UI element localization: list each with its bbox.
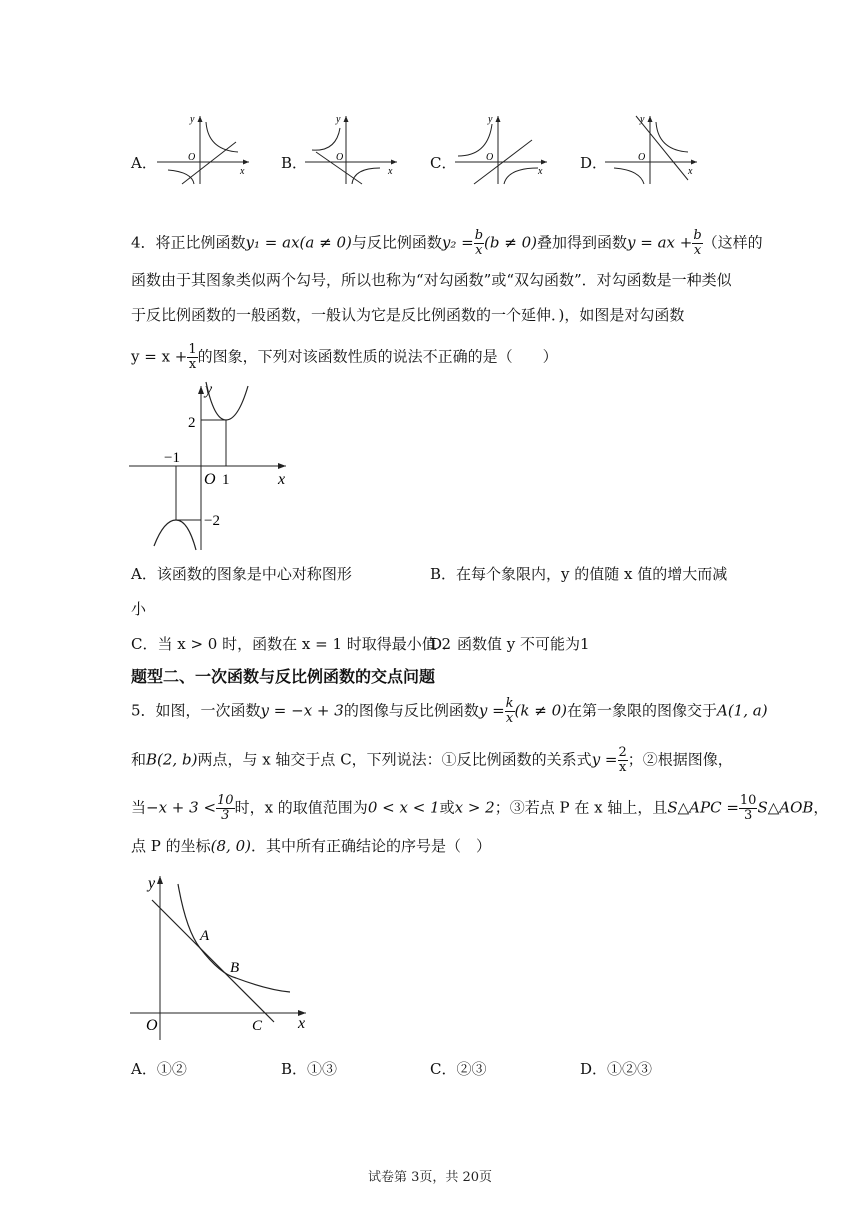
svg-text:B: B	[230, 960, 240, 976]
svg-text:y: y	[640, 114, 645, 125]
q5-option-c: C．②③	[430, 1060, 487, 1078]
q3-option-b-label: B．	[281, 154, 308, 172]
svg-text:x: x	[278, 471, 286, 488]
q4-line1: 4．将正比例函数y₁ = ax(a ≠ 0)与反比例函数y₂ = $\frac{b}{x}$ (b ≠ 0)叠加得到函数y = ax + $\frac{b}{x}$ （这样的	[131, 228, 763, 258]
svg-text:x: x	[388, 166, 393, 177]
svg-text:2: 2	[188, 415, 196, 431]
svg-text:C: C	[252, 1018, 263, 1034]
q4-option-b-cont: 小	[131, 600, 147, 618]
svg-text:−1: −1	[164, 450, 180, 466]
q3-option-d-label: D．	[580, 154, 608, 172]
q3-graph-b	[300, 112, 400, 187]
q5-line4: 点 P 的坐标(8, 0)．其中所有正确结论的序号是（ ）	[131, 837, 491, 855]
q3-option-a-label: A．	[131, 154, 157, 172]
svg-text:O: O	[204, 471, 216, 488]
svg-text:x: x	[688, 166, 693, 177]
q4-option-d: D．函数值 y 不可能为1	[430, 635, 590, 653]
q3-graph-c	[450, 112, 550, 187]
q5-line3: 当−x + 3 < $\frac{10}{3}$ 时，x 的取值范围为0 < x < 1或x > 2；③若点 P 在 x 轴上，且S△APC = $\frac{10}{3}$ S△AOB，	[131, 793, 829, 823]
q4-graph	[126, 380, 296, 552]
q4-line3: 于反比例函数的一般函数，一般认为它是反比例函数的一个延伸．)，如图是对勾函数	[131, 306, 685, 324]
svg-text:x: x	[298, 1015, 306, 1032]
svg-text:O: O	[146, 1017, 158, 1034]
svg-text:y: y	[205, 381, 213, 398]
svg-text:x: x	[538, 166, 543, 177]
svg-text:O: O	[638, 152, 646, 163]
svg-text:y: y	[488, 114, 493, 125]
q5-option-a: A．①②	[131, 1060, 187, 1078]
q4-option-b: B．在每个象限内，y 的值随 x 值的增大而减	[430, 565, 728, 583]
q3-option-c-label: C．	[430, 154, 457, 172]
svg-text:O: O	[486, 152, 494, 163]
q5-option-b: B．①③	[281, 1060, 338, 1078]
section-title: 题型二、一次函数与反比例函数的交点问题	[131, 667, 436, 686]
svg-text:x: x	[240, 166, 245, 177]
q5-option-d: D．①②③	[580, 1060, 653, 1078]
q5-line1: 5．如图，一次函数y = −x + 3的图像与反比例函数y = $\frac{k}{x}$ (k ≠ 0)在第一象限的图像交于A(1, a)	[131, 696, 768, 726]
q4-option-a: A．该函数的图象是中心对称图形	[131, 565, 352, 583]
svg-text:y: y	[148, 875, 156, 892]
svg-text:A: A	[200, 928, 210, 944]
svg-text:O: O	[336, 152, 344, 163]
q5-graph	[128, 870, 314, 1050]
q4-line2: 函数由于其图象类似两个勾号，所以也称为“对勾函数”或“双勾函数”．对勾函数是一种类似	[131, 271, 732, 289]
q4-option-c: C．当 x > 0 时，函数在 x = 1 时取得最小值 2	[131, 635, 452, 653]
svg-text:−2: −2	[204, 513, 220, 529]
q3-graph-a	[152, 112, 252, 187]
page-footer: 试卷第 3页，共 20页	[367, 1170, 493, 1185]
q5-line2: 和B(2, b)两点，与 x 轴交于点 C，下列说法：①反比例函数的关系式y = $\frac{2}{x}$ ；②根据图像，	[131, 745, 733, 775]
svg-text:y: y	[190, 114, 195, 125]
svg-text:1: 1	[222, 472, 230, 488]
svg-text:O: O	[188, 152, 196, 163]
q4-line4: y = x + $\frac{1}{x}$ 的图象，下列对该函数性质的说法不正确的是（ ）	[131, 342, 558, 372]
svg-text:y: y	[336, 114, 341, 125]
q3-graph-d	[600, 112, 700, 187]
